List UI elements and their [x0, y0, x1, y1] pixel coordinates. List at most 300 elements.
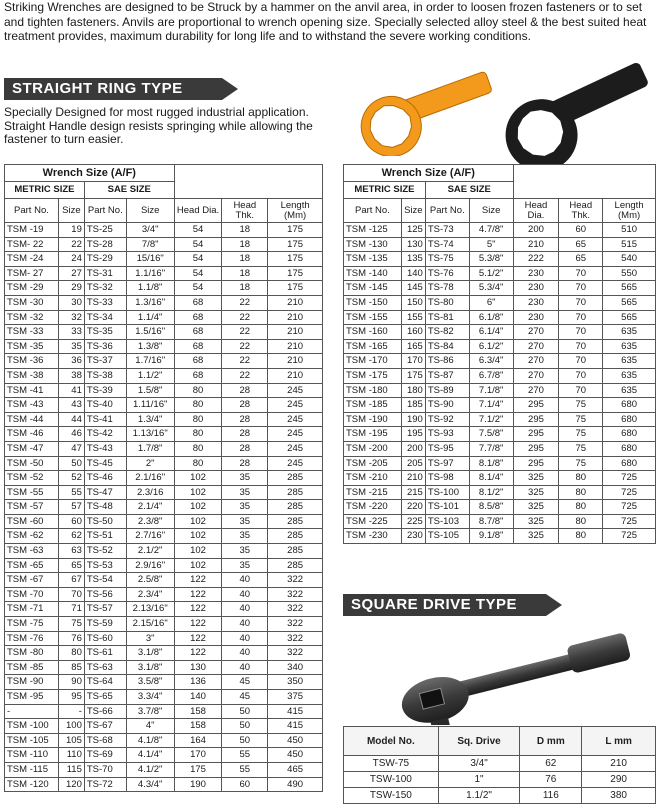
table-row: [5, 237, 323, 252]
table-cell: 3.7/8": [126, 704, 174, 719]
table-cell: 295: [513, 441, 559, 456]
table-cell: 680: [603, 456, 656, 471]
table-cell: 62: [58, 529, 84, 544]
table-cell: 295: [513, 412, 559, 427]
table-cell: TS-69: [84, 748, 126, 763]
table-cell: TSM- 22: [5, 237, 59, 252]
table-cell: TS-103: [425, 514, 469, 529]
table-cell: 80: [559, 514, 603, 529]
table-cell: 24: [58, 252, 84, 267]
table-cell: 515: [603, 237, 656, 252]
table-cell: TSM -76: [5, 631, 59, 646]
table-row: [5, 354, 323, 369]
table-row: [5, 398, 323, 413]
table-cell: -: [5, 704, 59, 719]
table-cell: TSM -115: [5, 762, 59, 777]
table-cell: 164: [174, 733, 222, 748]
table-cell: 40: [222, 617, 268, 632]
metric-size-header: METRIC SIZE: [5, 182, 85, 199]
table-row: [344, 368, 656, 383]
table-cell: TS-35: [84, 325, 126, 340]
square-drive-wrench-image: [392, 625, 660, 725]
table-cell: 110: [58, 748, 84, 763]
table-cell: 175: [268, 266, 323, 281]
table-row: [5, 660, 323, 675]
table-cell: 322: [268, 617, 323, 632]
table-cell: 565: [603, 295, 656, 310]
table-cell: TS-41: [84, 412, 126, 427]
table-cell: 35: [58, 339, 84, 354]
table-cell: 7.1/8": [469, 383, 513, 398]
table-cell: 230: [513, 310, 559, 325]
table-row: [344, 252, 656, 267]
col-sae-size-right: Size: [469, 199, 513, 223]
table-cell: 22: [222, 295, 268, 310]
table-cell: TS-82: [425, 325, 469, 340]
table-cell: 210: [513, 237, 559, 252]
table-cell: 295: [513, 456, 559, 471]
table-cell: TSM -43: [5, 398, 59, 413]
table-cell: 35: [222, 471, 268, 486]
table-cell: 18: [222, 266, 268, 281]
table-cell: 550: [603, 266, 656, 281]
table-cell: 19: [58, 223, 84, 238]
table-cell: 210: [582, 756, 656, 772]
table-cell: TS-42: [84, 427, 126, 442]
table-cell: 27: [58, 266, 84, 281]
table-cell: 635: [603, 339, 656, 354]
table-cell: TSM -105: [5, 733, 59, 748]
table-row: [5, 777, 323, 792]
table-cell: 76: [520, 772, 582, 788]
table-cell: 28: [222, 441, 268, 456]
table-row: [5, 266, 323, 281]
table-cell: 41: [58, 383, 84, 398]
table-cell: -: [58, 704, 84, 719]
table-cell: TS-90: [425, 398, 469, 413]
table-row: [5, 325, 323, 340]
table-cell: 22: [58, 237, 84, 252]
table-cell: TSM -110: [5, 748, 59, 763]
table-cell: 3.1/8": [126, 646, 174, 661]
table-cell: 3": [126, 631, 174, 646]
table-cell: 75: [559, 441, 603, 456]
table-cell: 245: [268, 383, 323, 398]
table-row: [5, 690, 323, 705]
table-cell: 210: [401, 471, 425, 486]
table-cell: 270: [513, 354, 559, 369]
table-cell: 635: [603, 368, 656, 383]
table-cell: TS-57: [84, 602, 126, 617]
table-cell: 70: [559, 310, 603, 325]
table-cell: 325: [513, 471, 559, 486]
table-cell: TSM -47: [5, 441, 59, 456]
table-cell: 54: [174, 281, 222, 296]
table-cell: 102: [174, 529, 222, 544]
table-row: [344, 383, 656, 398]
table-cell: TSM -175: [344, 368, 402, 383]
table-cell: 95: [58, 690, 84, 705]
table-cell: 322: [268, 587, 323, 602]
table-cell: 85: [58, 660, 84, 675]
table-cell: 80: [559, 529, 603, 544]
table-cell: 50: [58, 456, 84, 471]
table-cell: 102: [174, 558, 222, 573]
table-cell: 122: [174, 587, 222, 602]
table-cell: TS-29: [84, 252, 126, 267]
table-cell: TS-50: [84, 514, 126, 529]
table-cell: TSM -190: [344, 412, 402, 427]
table-cell: 7/8": [126, 237, 174, 252]
table-cell: TS-100: [425, 485, 469, 500]
table-cell: 5.3/8": [469, 252, 513, 267]
table-cell: 57: [58, 500, 84, 515]
table-cell: 175: [174, 762, 222, 777]
table-cell: 62: [520, 756, 582, 772]
col-part-no: Part No.: [5, 199, 59, 223]
table-row: [5, 631, 323, 646]
table-cell: 158: [174, 719, 222, 734]
table-cell: TS-73: [425, 223, 469, 238]
table-cell: TS-66: [84, 704, 126, 719]
table-cell: 245: [268, 441, 323, 456]
table-cell: TS-60: [84, 631, 126, 646]
table-cell: 80: [174, 456, 222, 471]
table-cell: TS-52: [84, 544, 126, 559]
table-cell: 2.3/4": [126, 587, 174, 602]
table-cell: TSM -32: [5, 310, 59, 325]
table-cell: 35: [222, 485, 268, 500]
table-cell: 9.1/8": [469, 529, 513, 544]
table-cell: 540: [603, 252, 656, 267]
table-cell: 145: [401, 281, 425, 296]
table-cell: TSM -80: [5, 646, 59, 661]
table-row: [344, 339, 656, 354]
table-row: [5, 441, 323, 456]
sae-size-header-right: SAE SIZE: [425, 182, 513, 199]
table-row: [5, 412, 323, 427]
table-cell: TSM -33: [5, 325, 59, 340]
section-title-straight-ring: STRAIGHT RING TYPE: [12, 80, 183, 97]
table-cell: 1.3/16": [126, 295, 174, 310]
table-cell: 6.7/8": [469, 368, 513, 383]
table-cell: 2.3/8": [126, 514, 174, 529]
table-cell: TS-28: [84, 237, 126, 252]
table-cell: 29: [58, 281, 84, 296]
table-cell: 18: [222, 223, 268, 238]
table-cell: TSM -29: [5, 281, 59, 296]
table-cell: 75: [559, 412, 603, 427]
table-cell: TS-64: [84, 675, 126, 690]
table-cell: TSM -130: [344, 237, 402, 252]
table-cell: 415: [268, 719, 323, 734]
table-cell: TS-74: [425, 237, 469, 252]
table-row: [5, 281, 323, 296]
table-cell: TSM -24: [5, 252, 59, 267]
table-cell: 2.1/16": [126, 471, 174, 486]
table-cell: 2.15/16": [126, 617, 174, 632]
table-cell: 2.3/16: [126, 485, 174, 500]
table-cell: 3/4": [438, 756, 520, 772]
table-cell: 1.1/8": [126, 281, 174, 296]
table-cell: 1.13/16": [126, 427, 174, 442]
col-head-thk-right: Head Thk.: [559, 199, 603, 223]
table-cell: 8.7/8": [469, 514, 513, 529]
col-length: Length (Mm): [268, 199, 323, 223]
table-cell: TSM -62: [5, 529, 59, 544]
table-cell: 680: [603, 441, 656, 456]
wrench-size-header-right: Wrench Size (A/F): [344, 165, 514, 182]
table-cell: 70: [559, 295, 603, 310]
table-cell: TSM -140: [344, 266, 402, 281]
table-row: [5, 748, 323, 763]
table-cell: 215: [401, 485, 425, 500]
table-cell: 725: [603, 485, 656, 500]
table-cell: TSM -57: [5, 500, 59, 515]
table-cell: TSM -200: [344, 441, 402, 456]
table-cell: 18: [222, 252, 268, 267]
table-row: [344, 281, 656, 296]
section-title-square-drive: SQUARE DRIVE TYPE: [351, 596, 518, 613]
table-cell: 68: [174, 354, 222, 369]
table-row: [344, 412, 656, 427]
table-cell: TS-39: [84, 383, 126, 398]
table-row: [344, 266, 656, 281]
table-cell: TSM -155: [344, 310, 402, 325]
table-cell: 4.3/4": [126, 777, 174, 792]
table-cell: TS-80: [425, 295, 469, 310]
table-cell: TSM -35: [5, 339, 59, 354]
col-size: Size: [58, 199, 84, 223]
table-cell: 105: [58, 733, 84, 748]
table-cell: TSM -41: [5, 383, 59, 398]
table-cell: 175: [401, 368, 425, 383]
table-cell: TS-68: [84, 733, 126, 748]
table-cell: TS-86: [425, 354, 469, 369]
table-cell: TS-61: [84, 646, 126, 661]
table-cell: TS-33: [84, 295, 126, 310]
table-cell: 285: [268, 544, 323, 559]
table-cell: 322: [268, 602, 323, 617]
table-cell: 75: [58, 617, 84, 632]
table-cell: TS-48: [84, 500, 126, 515]
table-cell: TSM -150: [344, 295, 402, 310]
table-cell: 285: [268, 500, 323, 515]
table-cell: TS-84: [425, 339, 469, 354]
table-cell: 70: [58, 587, 84, 602]
table-cell: TS-70: [84, 762, 126, 777]
table-cell: TS-81: [425, 310, 469, 325]
table-cell: TSM -63: [5, 544, 59, 559]
table-cell: TS-47: [84, 485, 126, 500]
table-row: [5, 558, 323, 573]
table-cell: TSM -70: [5, 587, 59, 602]
table-cell: 160: [401, 325, 425, 340]
table-cell: 1.5/8": [126, 383, 174, 398]
table-cell: 1.3/8": [126, 339, 174, 354]
table-cell: 60: [559, 223, 603, 238]
table-cell: TSM -145: [344, 281, 402, 296]
table-cell: TSM -67: [5, 573, 59, 588]
col-head-dia: Head Dia.: [174, 199, 222, 223]
table-cell: 565: [603, 281, 656, 296]
table-cell: 18: [222, 281, 268, 296]
table-cell: 210: [268, 310, 323, 325]
table-cell: 200: [401, 441, 425, 456]
table-cell: TS-56: [84, 587, 126, 602]
table-row: [5, 762, 323, 777]
table-cell: 35: [222, 558, 268, 573]
table-cell: 68: [174, 339, 222, 354]
table-cell: 33: [58, 325, 84, 340]
table-cell: 3.3/4": [126, 690, 174, 705]
table-cell: TS-53: [84, 558, 126, 573]
metric-size-header-right: METRIC SIZE: [344, 182, 426, 199]
table-cell: 3.5/8": [126, 675, 174, 690]
table-cell: 2.5/8": [126, 573, 174, 588]
table-row: [5, 646, 323, 661]
table-cell: 725: [603, 500, 656, 515]
table-cell: 50: [222, 704, 268, 719]
table-cell: 1.1/2": [126, 368, 174, 383]
table-cell: TSM -135: [344, 252, 402, 267]
table-cell: TSM -19: [5, 223, 59, 238]
table-row: [344, 427, 656, 442]
table-cell: TSM -120: [5, 777, 59, 792]
table-cell: 122: [174, 573, 222, 588]
table-cell: 3.1/8": [126, 660, 174, 675]
table-row: [5, 500, 323, 515]
table-cell: 4.1/4": [126, 748, 174, 763]
table-cell: 80: [174, 383, 222, 398]
table-row: [5, 573, 323, 588]
table-cell: 54: [174, 252, 222, 267]
table-cell: 285: [268, 529, 323, 544]
table-cell: 2.1/4": [126, 500, 174, 515]
table-cell: 2.13/16": [126, 602, 174, 617]
table-cell: TS-75: [425, 252, 469, 267]
table-cell: 70: [559, 266, 603, 281]
table-cell: 140: [401, 266, 425, 281]
table-cell: TS-54: [84, 573, 126, 588]
table-cell: 6.1/4": [469, 325, 513, 340]
table-cell: 40: [222, 587, 268, 602]
table-cell: 35: [222, 529, 268, 544]
table-row: [344, 354, 656, 369]
table-cell: 680: [603, 398, 656, 413]
table-cell: 322: [268, 646, 323, 661]
table-cell: 80: [174, 441, 222, 456]
table-row: [344, 456, 656, 471]
table-cell: 4.1/8": [126, 733, 174, 748]
table-cell: 270: [513, 368, 559, 383]
table-cell: TS-92: [425, 412, 469, 427]
table-cell: 32: [58, 310, 84, 325]
table-cell: 325: [513, 514, 559, 529]
table-cell: TSM -90: [5, 675, 59, 690]
table-cell: TSM -52: [5, 471, 59, 486]
table-cell: 175: [268, 223, 323, 238]
table-cell: TS-76: [425, 266, 469, 281]
table-cell: 116: [520, 788, 582, 804]
table-cell: 130: [401, 237, 425, 252]
table-cell: 90: [58, 675, 84, 690]
table-cell: 490: [268, 777, 323, 792]
table-cell: 635: [603, 383, 656, 398]
table-cell: 165: [401, 339, 425, 354]
table-cell: 55: [222, 748, 268, 763]
table-cell: 22: [222, 368, 268, 383]
table-cell: 43: [58, 398, 84, 413]
table-row: [344, 237, 656, 252]
table-cell: 135: [401, 252, 425, 267]
table-cell: 67: [58, 573, 84, 588]
table-row: [5, 471, 323, 486]
table-cell: 80: [559, 471, 603, 486]
table-cell: 60: [58, 514, 84, 529]
table-cell: 28: [222, 383, 268, 398]
table-row: [5, 514, 323, 529]
sq-col-l: L mm: [582, 727, 656, 756]
table-cell: 205: [401, 456, 425, 471]
table-cell: TSM -30: [5, 295, 59, 310]
table-cell: 465: [268, 762, 323, 777]
section-header-square-drive: [343, 594, 546, 616]
table-cell: TS-72: [84, 777, 126, 792]
section-header-straight-ring: [4, 78, 222, 100]
col-head-thk: Head Thk.: [222, 199, 268, 223]
table-cell: 122: [174, 602, 222, 617]
table-cell: 270: [513, 383, 559, 398]
table-cell: TSW-75: [344, 756, 439, 772]
table-cell: 200: [513, 223, 559, 238]
table-cell: 122: [174, 631, 222, 646]
table-cell: 180: [401, 383, 425, 398]
table-cell: TSW-100: [344, 772, 439, 788]
table-cell: 230: [513, 295, 559, 310]
table-row: [5, 427, 323, 442]
table-cell: TS-93: [425, 427, 469, 442]
table-cell: 1.7/16": [126, 354, 174, 369]
table-cell: 270: [513, 339, 559, 354]
table-cell: 325: [513, 485, 559, 500]
table-cell: TSM -65: [5, 558, 59, 573]
table-cell: 245: [268, 427, 323, 442]
table-cell: TS-97: [425, 456, 469, 471]
table-cell: 225: [401, 514, 425, 529]
table-cell: 5.1/2": [469, 266, 513, 281]
table-cell: TS-36: [84, 339, 126, 354]
table-cell: TSM -220: [344, 500, 402, 515]
table-row: [5, 310, 323, 325]
table-cell: 75: [559, 427, 603, 442]
table-row: [344, 398, 656, 413]
table-cell: 40: [222, 573, 268, 588]
table-cell: 230: [513, 266, 559, 281]
table-cell: TS-51: [84, 529, 126, 544]
table-cell: 210: [268, 339, 323, 354]
table-cell: 1.7/8": [126, 441, 174, 456]
table-cell: 1.3/4": [126, 412, 174, 427]
table-cell: 75: [559, 456, 603, 471]
table-row: [344, 441, 656, 456]
table-cell: 680: [603, 427, 656, 442]
table-cell: 1.1/4": [126, 310, 174, 325]
table-cell: 285: [268, 514, 323, 529]
table-row: [344, 788, 656, 804]
table-row: [344, 529, 656, 544]
table-cell: 415: [268, 704, 323, 719]
